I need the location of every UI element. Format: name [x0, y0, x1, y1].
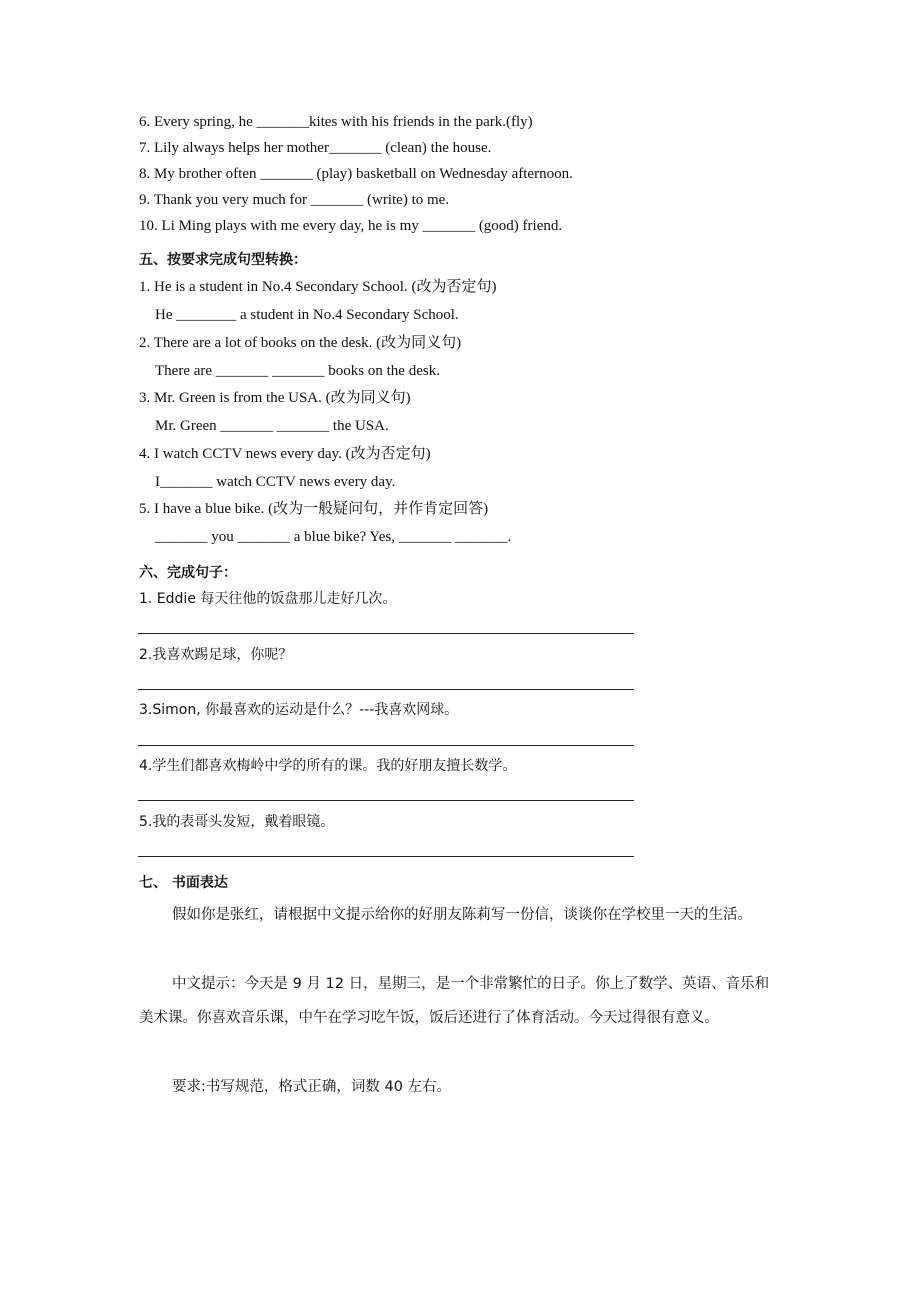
- complete-sentence-2: 2.我喜欢踢足球，你呢？: [139, 647, 293, 663]
- exercise-item-8: 8. My brother often _______ (play) basketball on Wednesday afternoon.: [139, 166, 573, 182]
- exercise-item-7: 7. Lily always helps her mother_______ (clean) the house.: [139, 140, 492, 156]
- section6-heading: 六、完成句子：: [139, 565, 237, 581]
- exercise-item-10: 10. Li Ming plays with me every day, he is my _______ (good) friend.: [139, 218, 563, 234]
- answer-line-1[interactable]: [138, 633, 634, 634]
- complete-sentence-4: 4.学生们都喜欢梅岭中学的所有的课。我的好朋友擅长数学。: [139, 758, 517, 774]
- transform-answer-3: Mr. Green _______ _______ the USA.: [155, 418, 389, 434]
- writing-requirements: 要求:书写规范，格式正确，词数 40 左右。: [172, 1079, 452, 1095]
- transform-answer-4: I_______ watch CCTV news every day.: [155, 474, 396, 490]
- transform-answer-1: He ________ a student in No.4 Secondary School.: [155, 307, 459, 323]
- section7-heading: 七、 书面表达: [139, 875, 228, 891]
- answer-line-3[interactable]: [138, 745, 634, 746]
- transform-question-3: 3. Mr. Green is from the USA. (改为同义句): [139, 390, 411, 406]
- complete-sentence-1: 1. Eddie 每天往他的饭盘那儿走好几次。: [139, 591, 397, 607]
- writing-prompt: 假如你是张红，请根据中文提示给你的好朋友陈莉写一份信，谈谈你在学校里一天的生活。: [172, 907, 752, 923]
- complete-sentence-5: 5.我的表哥头发短，戴着眼镜。: [139, 814, 335, 830]
- complete-sentence-3: 3.Simon, 你最喜欢的运动是什么？---我喜欢网球。: [139, 702, 459, 718]
- transform-question-2: 2. There are a lot of books on the desk. (改为同义句): [139, 335, 462, 351]
- exercise-item-9: 9. Thank you very much for _______ (write) to me.: [139, 192, 450, 208]
- answer-line-2[interactable]: [138, 689, 634, 690]
- transform-question-1: 1. He is a student in No.4 Secondary School. (改为否定句): [139, 279, 497, 295]
- answer-line-5[interactable]: [138, 856, 634, 857]
- answer-line-4[interactable]: [138, 800, 634, 801]
- exercise-item-6: 6. Every spring, he _______kites with his friends in the park.(fly): [139, 114, 533, 130]
- transform-question-4: 4. I watch CCTV news every day. (改为否定句): [139, 446, 431, 462]
- transform-answer-5: _______ you _______ a blue bike? Yes, _______ _______.: [155, 529, 512, 545]
- section5-heading: 五、按要求完成句型转换：: [139, 252, 307, 268]
- writing-hints: 中文提示：今天是 9 月 12 日，星期三，是一个非常繁忙的日子。你上了数学、英语、音乐和美术课。你喜欢音乐课，中午在学习吃午饭，饭后还进行了体育活动。今天过得很有意义。: [139, 976, 770, 1026]
- transform-question-5: 5. I have a blue bike. (改为一般疑问句，并作肯定回答): [139, 501, 489, 517]
- transform-answer-2: There are _______ _______ books on the desk.: [155, 363, 440, 379]
